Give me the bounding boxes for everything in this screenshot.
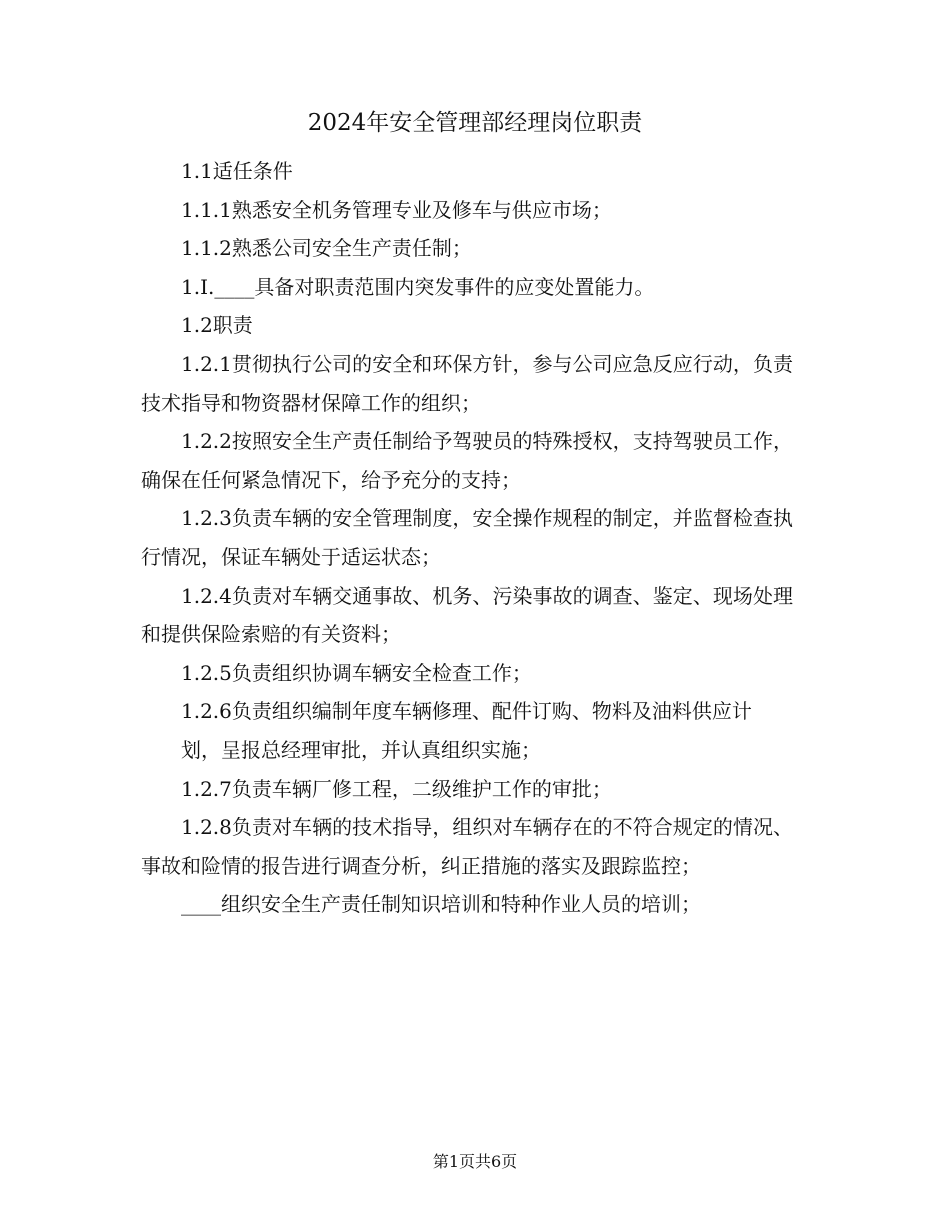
paragraph-1-2-4: 1.2.4负责对车辆交通事故、机务、污染事故的调查、鉴定、现场处理和提供保险索赔的有关资料； [141, 583, 793, 647]
paragraph-section-1-1: 1.1适任条件 [181, 159, 293, 183]
paragraph-1-2-2: 1.2.2按照安全生产责任制给予驾驶员的特殊授权，支持驾驶员工作，确保在任何紧急情况下，给予充分的支持； [141, 429, 793, 492]
page-number: 第1页共6页 [432, 1152, 518, 1171]
paragraph-1-2-6-continued: 划，呈报总经理审批，并认真组织实施； [181, 737, 541, 762]
paragraph-1-1-1: 1.1.1熟悉安全机务管理专业及修车与供应市场； [181, 197, 612, 222]
paragraph-1-1-3: 1.I.____具备对职责范围内突发事件的应变处置能力。 [181, 274, 655, 299]
paragraph-1-1-2: 1.1.2熟悉公司安全生产责任制； [181, 236, 472, 261]
document-body [141, 152, 793, 924]
document-title: 2024年安全管理部经理岗位职责 [307, 110, 643, 136]
paragraph-1-2-6: 1.2.6负责组织编制年度车辆修理、配件订购、物料及油料供应计 [181, 699, 752, 724]
paragraph-section-1-2: 1.2职责 [181, 313, 253, 338]
paragraph-1-2-1: 1.2.1贯彻执行公司的安全和环保方针，参与公司应急反应行动，负责技术指导和物资器材保障工作的组织； [141, 351, 793, 415]
paragraph-1-2-7: 1.2.7负责车辆厂修工程，二级维护工作的审批； [181, 776, 612, 801]
paragraph-training: ____组织安全生产责任制知识培训和特种作业人员的培训； [181, 892, 701, 917]
paragraph-1-2-3: 1.2.3负责车辆的安全管理制度，安全操作规程的制定，并监督检查执行情况，保证车辆处于适运状态； [141, 506, 793, 569]
paragraph-1-2-8: 1.2.8负责对车辆的技术指导，组织对车辆存在的不符合规定的情况、事故和险情的报告进行调查分析，纠正措施的落实及跟踪监控； [141, 815, 793, 878]
paragraph-1-2-5: 1.2.5负责组织协调车辆安全检查工作； [181, 660, 532, 685]
